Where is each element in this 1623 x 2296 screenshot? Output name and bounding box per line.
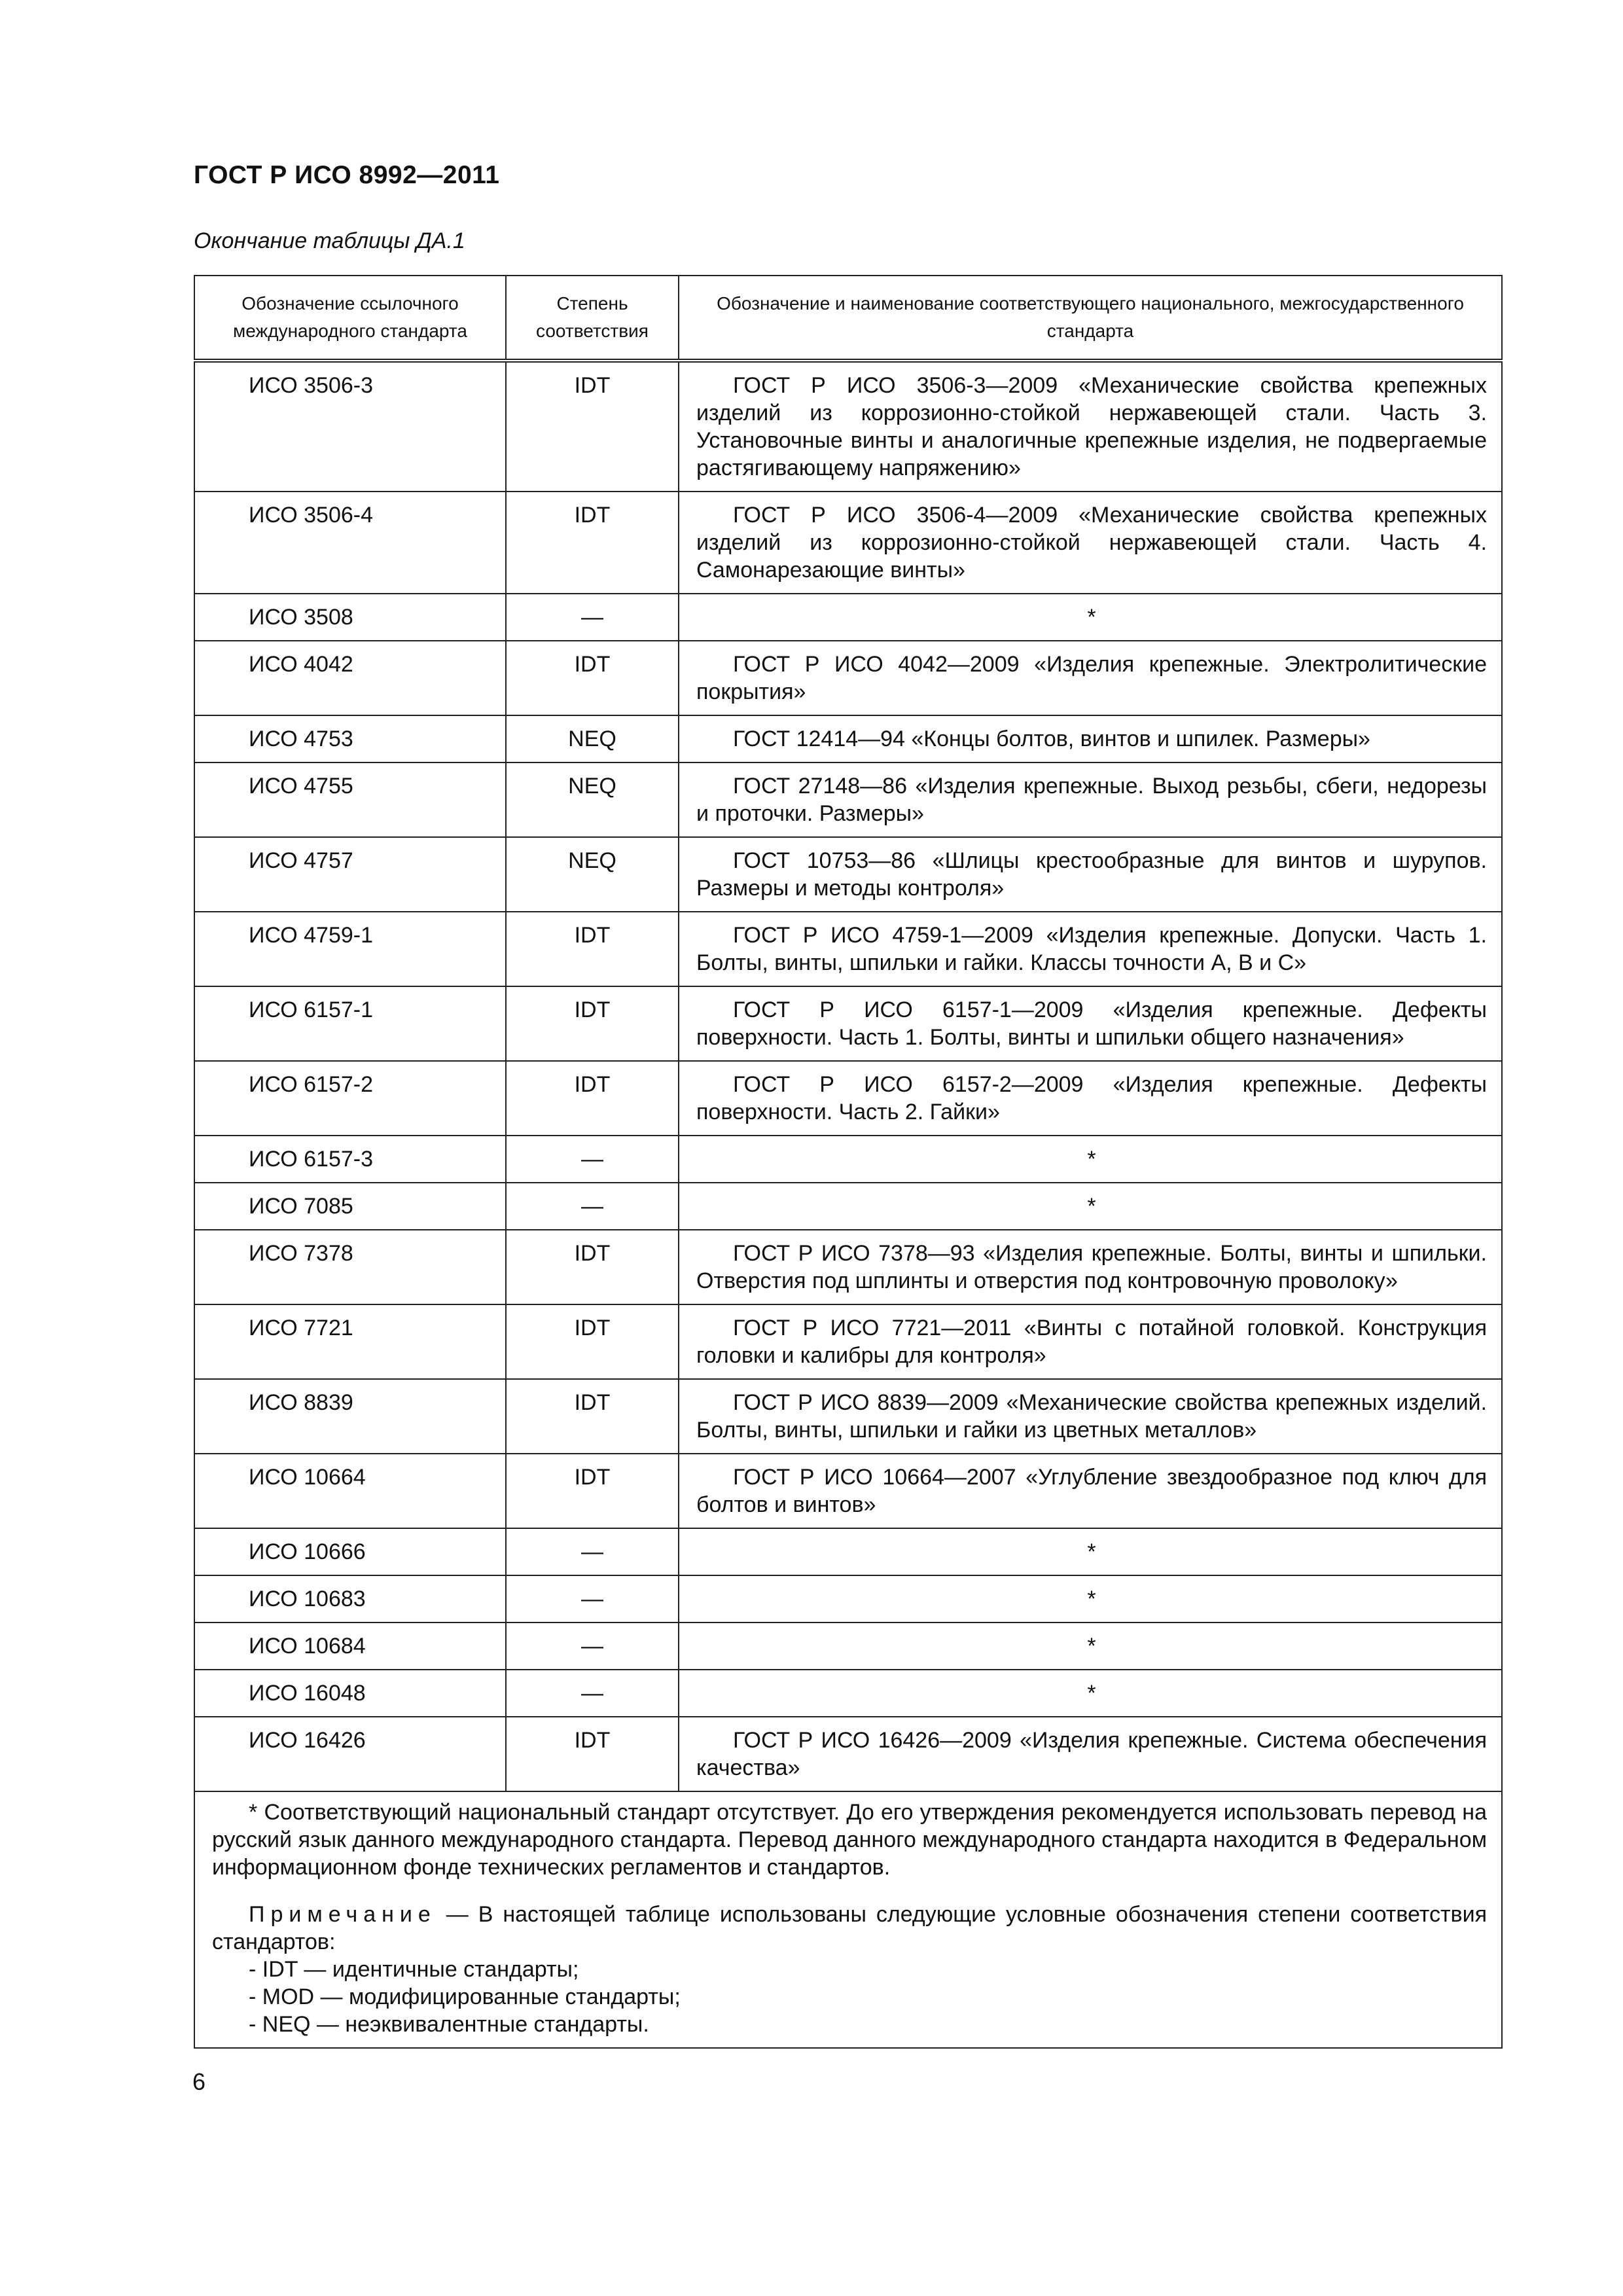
national-standard-cell: * [679, 1528, 1502, 1575]
table-row [194, 1670, 1502, 1717]
table-row [194, 1183, 1502, 1230]
conformity-degree-cell: IDT [506, 1454, 679, 1528]
conformity-degree-cell: IDT [506, 361, 679, 492]
national-standard-cell: ГОСТ Р ИСО 6157-1—2009 «Изделия крепежные. Дефекты поверхности. Часть 1. Болты, винты и шпильки общего назначения» [679, 986, 1502, 1061]
table-row [194, 715, 1502, 762]
table-row [194, 1136, 1502, 1183]
national-standard-cell: ГОСТ Р ИСО 10664—2007 «Углубление звездообразное под ключ для болтов и винтов» [679, 1454, 1502, 1528]
national-standard-cell: ГОСТ 10753—86 «Шлицы крестообразные для винтов и шурупов. Размеры и методы контроля» [679, 837, 1502, 912]
iso-designation-cell: ИСО 10666 [194, 1528, 506, 1575]
table-caption: Окончание таблицы ДА.1 [194, 228, 465, 253]
iso-designation-cell: ИСО 16426 [194, 1717, 506, 1791]
conformity-degree-cell: IDT [506, 912, 679, 986]
note-item: - MOD — модифицированные стандарты; [249, 1984, 681, 2009]
conformity-degree-cell: — [506, 1623, 679, 1670]
table-row [194, 986, 1502, 1061]
table-row [194, 1717, 1502, 1791]
table-row [194, 837, 1502, 912]
table-row [194, 762, 1502, 837]
note-item: - NEQ — неэквивалентные стандарты. [249, 2012, 649, 2037]
national-standard-cell: ГОСТ Р ИСО 7721—2011 «Винты с потайной головкой. Конструкция головки и калибры для контроля» [679, 1304, 1502, 1379]
iso-designation-cell: ИСО 4042 [194, 641, 506, 715]
iso-designation-cell: ИСО 16048 [194, 1670, 506, 1717]
national-standard-cell: ГОСТ 12414—94 «Концы болтов, винтов и шпилек. Размеры» [679, 715, 1502, 762]
conformity-degree-cell: IDT [506, 1379, 679, 1454]
table-header-row [194, 276, 1502, 361]
national-standard-cell: ГОСТ Р ИСО 3506-4—2009 «Механические свойства крепежных изделий из коррозионно-стойкой нержавеющей стали. Часть 4. Самонарезающие винты» [679, 492, 1502, 594]
iso-designation-cell: ИСО 4753 [194, 715, 506, 762]
conformity-degree-cell: — [506, 1183, 679, 1230]
note-label: Примечание [249, 1902, 437, 1927]
note-list [212, 1956, 1487, 2038]
conformity-degree-cell: IDT [506, 1061, 679, 1136]
iso-designation-cell: ИСО 6157-1 [194, 986, 506, 1061]
national-standard-cell: * [679, 1183, 1502, 1230]
national-standard-cell: * [679, 594, 1502, 641]
iso-designation-cell: ИСО 10683 [194, 1575, 506, 1623]
table-row [194, 641, 1502, 715]
iso-designation-cell: ИСО 10684 [194, 1623, 506, 1670]
conformity-degree-cell: — [506, 1528, 679, 1575]
national-standard-cell: ГОСТ Р ИСО 16426—2009 «Изделия крепежные. Система обеспечения качества» [679, 1717, 1502, 1791]
table-row [194, 1061, 1502, 1136]
iso-designation-cell: ИСО 7085 [194, 1183, 506, 1230]
notes-row [194, 1791, 1502, 2048]
table-row [194, 1304, 1502, 1379]
table-row [194, 1379, 1502, 1454]
table-row [194, 1623, 1502, 1670]
table-row [194, 912, 1502, 986]
national-standard-cell: * [679, 1136, 1502, 1183]
iso-designation-cell: ИСО 4757 [194, 837, 506, 912]
iso-designation-cell: ИСО 7378 [194, 1230, 506, 1304]
standards-table [194, 275, 1503, 2049]
conformity-degree-cell: IDT [506, 1230, 679, 1304]
iso-designation-cell: ИСО 6157-2 [194, 1061, 506, 1136]
table-row [194, 1230, 1502, 1304]
national-standard-cell: ГОСТ Р ИСО 8839—2009 «Механические свойства крепежных изделий. Болты, винты, шпильки и гайки из цветных металлов» [679, 1379, 1502, 1454]
note-item: - IDT — идентичные стандарты; [249, 1957, 579, 1982]
table-row [194, 1575, 1502, 1623]
conformity-degree-cell: IDT [506, 641, 679, 715]
iso-designation-cell: ИСО 7721 [194, 1304, 506, 1379]
national-standard-cell: * [679, 1575, 1502, 1623]
national-standard-cell: ГОСТ 27148—86 «Изделия крепежные. Выход резьбы, сбеги, недорезы и проточки. Размеры» [679, 762, 1502, 837]
conformity-degree-cell: — [506, 1670, 679, 1717]
conformity-degree-cell: IDT [506, 492, 679, 594]
conformity-degree-cell: IDT [506, 986, 679, 1061]
footnote: * Соответствующий национальный стандарт отсутствует. До его утверждения рекомендуется использовать перевод на русский язык данного международного стандарта. Перевод данного международного стандарта находится в Федеральном информационном фонде технических регламентов и стандартов. [212, 1800, 1487, 1880]
conformity-degree-cell: NEQ [506, 762, 679, 837]
national-standard-cell: ГОСТ Р ИСО 4042—2009 «Изделия крепежные. Электролитические покрытия» [679, 641, 1502, 715]
table-row [194, 361, 1502, 492]
iso-designation-cell: ИСО 6157-3 [194, 1136, 506, 1183]
iso-designation-cell: ИСО 8839 [194, 1379, 506, 1454]
table-row [194, 594, 1502, 641]
note [212, 1901, 1487, 1956]
notes-cell [194, 1791, 1502, 2048]
national-standard-cell: * [679, 1623, 1502, 1670]
table-body [194, 361, 1502, 1791]
conformity-degree-cell: — [506, 1575, 679, 1623]
iso-designation-cell: ИСО 3506-3 [194, 361, 506, 492]
conformity-degree-cell: IDT [506, 1304, 679, 1379]
conformity-degree-cell: NEQ [506, 715, 679, 762]
national-standard-cell: * [679, 1670, 1502, 1717]
national-standard-cell: ГОСТ Р ИСО 4759-1—2009 «Изделия крепежные. Допуски. Часть 1. Болты, винты, шпильки и гайки. Классы точности А, В и С» [679, 912, 1502, 986]
iso-designation-cell: ИСО 4755 [194, 762, 506, 837]
conformity-degree-cell: IDT [506, 1717, 679, 1791]
iso-designation-cell: ИСО 4759-1 [194, 912, 506, 986]
iso-designation-cell: ИСО 3506-4 [194, 492, 506, 594]
iso-designation-cell: ИСО 3508 [194, 594, 506, 641]
header-cell: Обозначение ссылочного международного стандарта [194, 276, 506, 361]
national-standard-cell: ГОСТ Р ИСО 7378—93 «Изделия крепежные. Болты, винты и шпильки. Отверстия под шплинты и отверстия под контровочную проволоку» [679, 1230, 1502, 1304]
conformity-degree-cell: — [506, 594, 679, 641]
header-cell: Обозначение и наименование соответствующего национального, межгосударственного стандарта [679, 276, 1502, 361]
page-number: 6 [192, 2068, 206, 2095]
header-cell: Степень соответствия [506, 276, 679, 361]
national-standard-cell: ГОСТ Р ИСО 6157-2—2009 «Изделия крепежные. Дефекты поверхности. Часть 2. Гайки» [679, 1061, 1502, 1136]
note-text: — В настоящей таблице использованы следующие условные обозначения степени соответствия стандартов: [212, 1902, 1487, 1954]
table-row [194, 1454, 1502, 1528]
document-title: ГОСТ Р ИСО 8992—2011 [194, 161, 500, 189]
national-standard-cell: ГОСТ Р ИСО 3506-3—2009 «Механические свойства крепежных изделий из коррозионно-стойкой нержавеющей стали. Часть 3. Установочные винты и аналогичные крепежные изделия, не подвергаемые растягивающему напряжению» [679, 361, 1502, 492]
conformity-degree-cell: NEQ [506, 837, 679, 912]
table-row [194, 1528, 1502, 1575]
conformity-degree-cell: — [506, 1136, 679, 1183]
iso-designation-cell: ИСО 10664 [194, 1454, 506, 1528]
table-row [194, 492, 1502, 594]
